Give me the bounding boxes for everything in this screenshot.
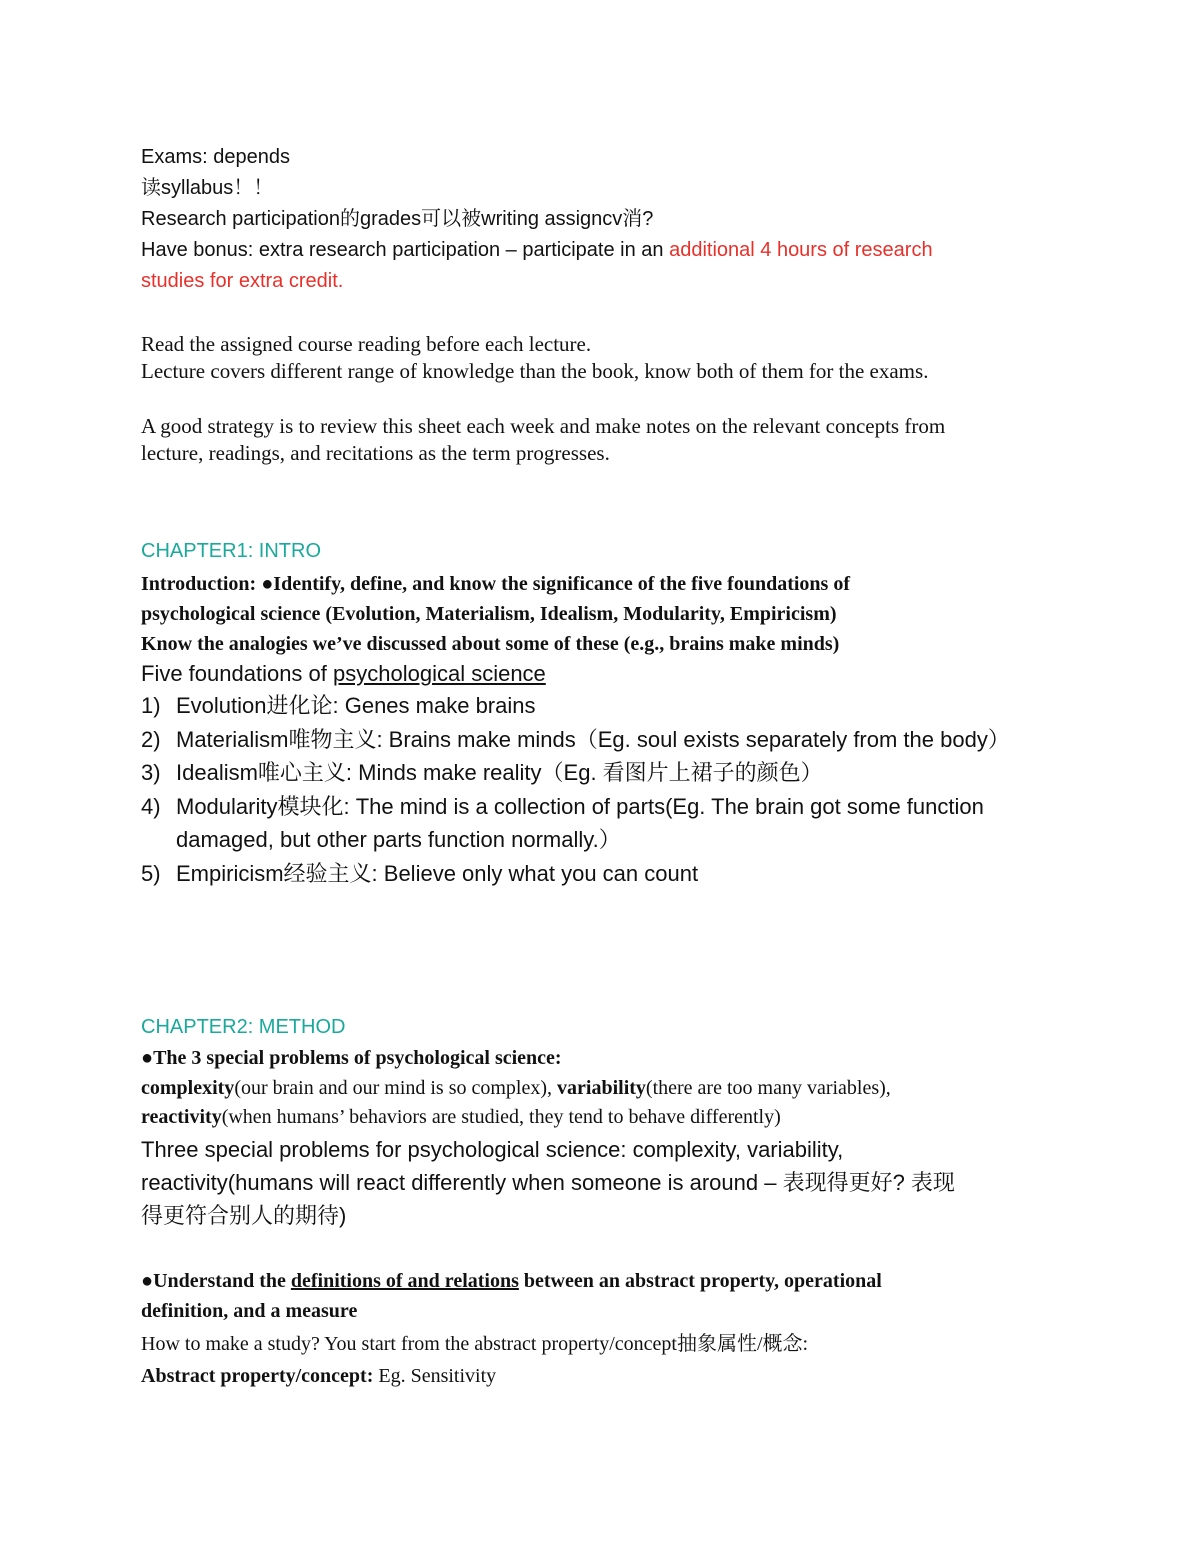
understand-suffix: between an abstract property, operational [518,1270,882,1292]
five-foundations-underlined: psychological science [333,661,546,686]
bonus-prefix: Have bonus: extra research participation – participate in an [141,239,670,261]
study-paragraph [141,1328,1071,1392]
strategy-line-1: A good strategy is to review this sheet each week and make notes on the relevant concepts from [141,414,946,438]
reactivity-term: reactivity [141,1106,222,1128]
bonus-line [141,235,1071,266]
problems-title: ●The 3 special problems of psychological science: [141,1047,562,1069]
abstract-example: Eg. Sensitivity [373,1365,497,1387]
list-item [141,756,1071,790]
problems-line-2 [141,1103,1071,1132]
list-item-text: Modularity模块化: The mind is a collection of parts(Eg. The brain got some function damaged, but other parts function normally.） [176,793,984,852]
list-item-text: Idealism唯心主义: Minds make reality（Eg. 看图片上裙子的颜色） [176,760,823,785]
three-problems-line-1: Three special problems for psychological science: complexity, variability, [141,1137,844,1162]
understand-line-1 [141,1266,1071,1296]
three-problems-line-2: reactivity(humans will react differently when someone is around – 表现得更好? 表现 [141,1170,955,1195]
list-item-number: 3) [141,760,161,785]
abstract-term: Abstract property/concept: [141,1365,374,1387]
chapter1-analogies: Know the analogies we’ve discussed about some of these (e.g., brains make minds) [141,633,840,655]
list-item-number: 2) [141,726,161,752]
list-item [141,723,1071,757]
syllabus-line: 读syllabus！！ [141,177,274,199]
three-problems-line-3: 得更符合别人的期待) [141,1203,347,1228]
chapter1-intro-line-2: psychological science (Evolution, Materialism, Idealism, Modularity, Empiricism) [141,603,837,625]
chapter1-intro-line-1: Introduction: ●Identify, define, and know the significance of the five foundations of [141,573,850,595]
three-problems-paragraph [141,1133,1071,1232]
list-item [141,689,1071,723]
how-to-line: How to make a study? You start from the abstract property/concept抽象属性/概念: [141,1333,809,1355]
bonus-highlight-2: studies for extra credit. [141,270,344,292]
research-grades-line: Research participation的grades可以被writing assigncv消? [141,208,654,230]
foundations-list [141,689,1071,890]
reading-line-1: Read the assigned course reading before each lecture. [141,332,592,356]
list-item-number: 4) [141,793,161,819]
list-item [141,857,1071,891]
problems-detail [141,1074,1071,1132]
five-foundations-prefix: Five foundations of [141,661,334,686]
list-item-text: Empiricism经验主义: Believe only what you can count [176,860,699,886]
reading-section [141,331,1071,385]
strategy-section [141,413,1071,467]
variability-desc: (there are too many variables), [645,1077,891,1099]
complexity-term: complexity [141,1077,235,1099]
reading-line-2: Lecture covers different range of knowledge than the book, know both of them for the exams. [141,359,929,383]
abstract-line [141,1360,1071,1392]
exams-line: Exams: depends [141,146,290,168]
understand-prefix: ●Understand the [141,1270,291,1292]
list-item-text: Evolution进化论: Genes make brains [176,693,536,718]
complexity-desc: (our brain and our mind is so complex), [234,1077,558,1099]
chapter1-heading: CHAPTER1: INTRO [141,540,322,562]
list-item-text: Materialism唯物主义: Brains make minds（Eg. soul exists separately from the body） [176,726,1010,752]
chapter2-heading: CHAPTER2: METHOD [141,1016,346,1038]
reactivity-desc: (when humans’ behaviors are studied, they tend to behave differently) [221,1106,781,1128]
variability-term: variability [557,1077,646,1099]
understand-line-2: definition, and a measure [141,1300,358,1322]
five-foundations-heading [141,657,1071,690]
list-item [141,790,1071,857]
chapter1-intro [141,569,1071,659]
list-item-number: 1) [141,693,161,718]
bonus-highlight-1: additional 4 hours of research [669,239,933,261]
list-item-number: 5) [141,860,161,886]
intro-section [141,142,1071,297]
understand-paragraph [141,1266,1071,1326]
problems-line-1 [141,1074,1071,1103]
strategy-line-2: lecture, readings, and recitations as the term progresses. [141,441,610,465]
understand-underlined: definitions of and relations [290,1270,519,1292]
